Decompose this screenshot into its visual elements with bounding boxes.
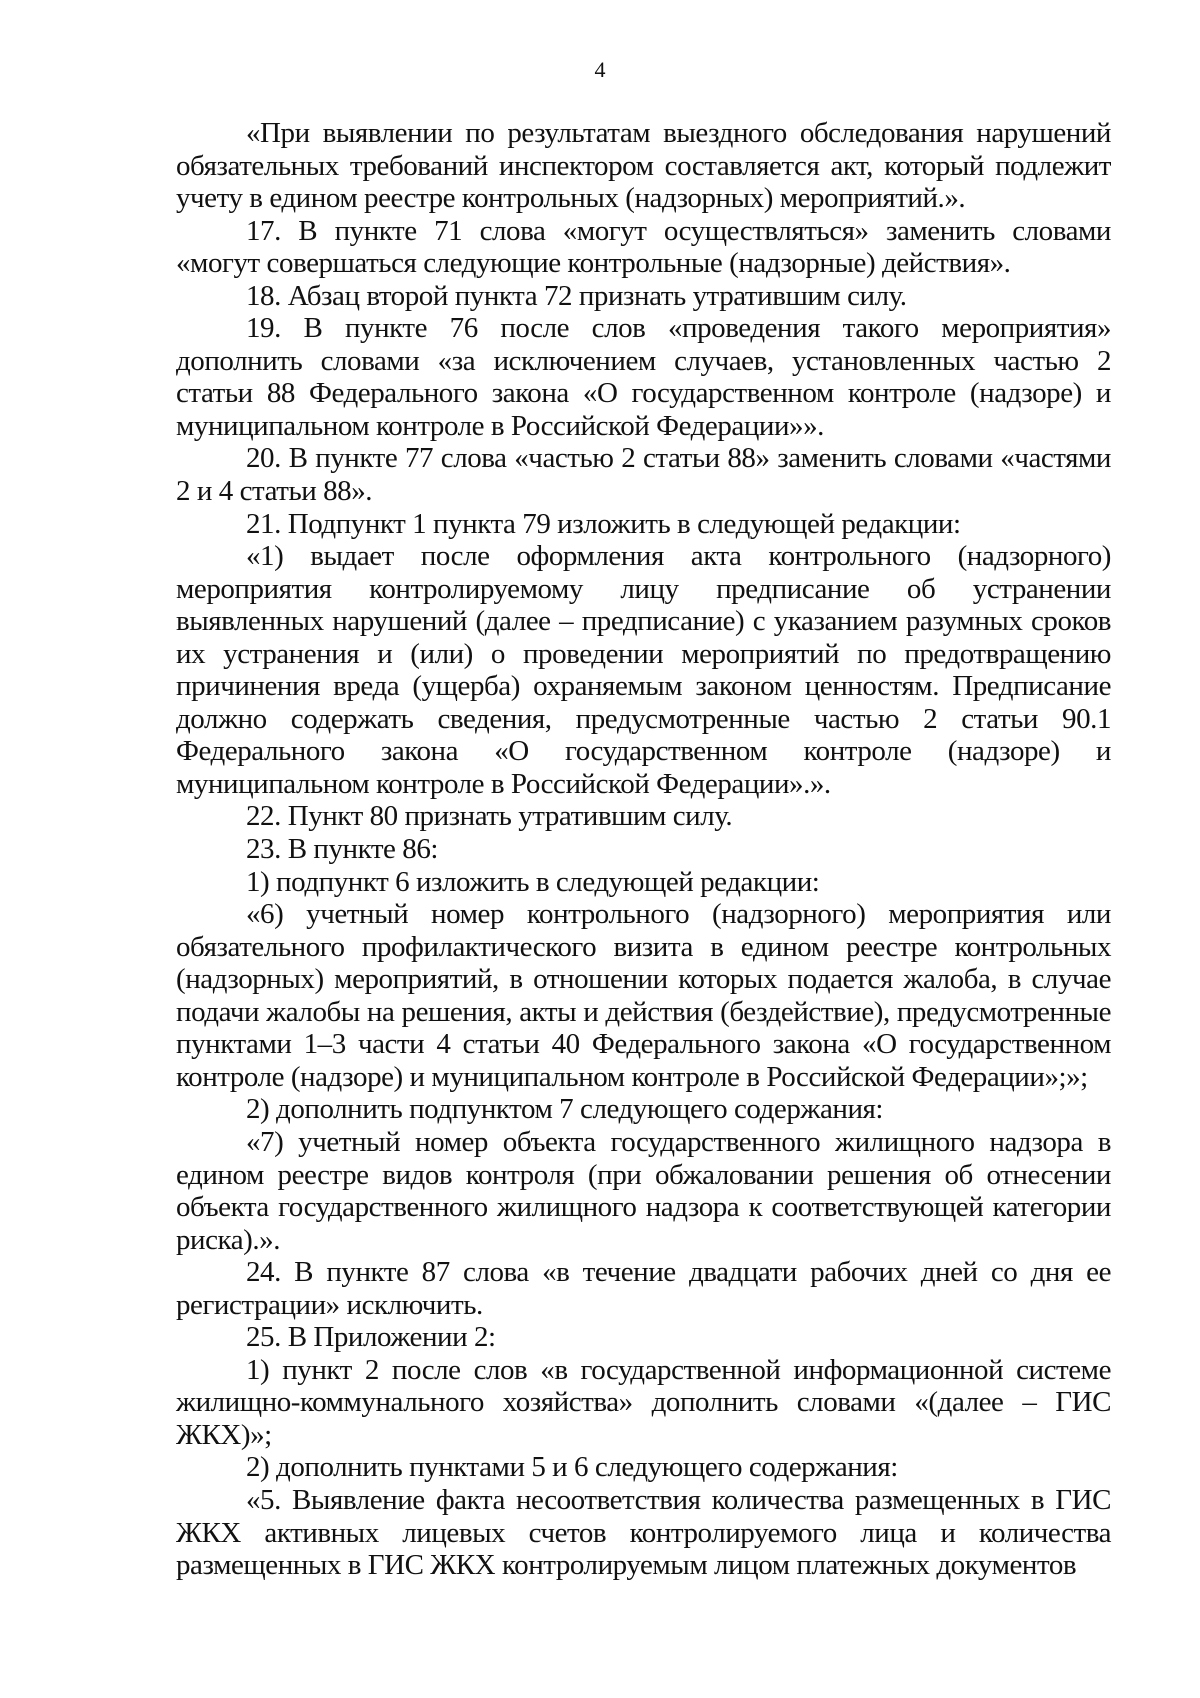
paragraph-23-2-text: «7) учетный номер объекта государственного жилищного надзора в едином реестре видов контроля (при обжаловании решения об отнесении объекта государственного жилищного надзора к соответствующей категории риска).». bbox=[176, 1125, 1111, 1256]
document-body bbox=[176, 117, 1111, 1582]
paragraph-24: 24. В пункте 87 слова «в течение двадцати рабочих дней со дня ее регистрации» исключить. bbox=[176, 1256, 1111, 1321]
paragraph-21-text: «1) выдает после оформления акта контрольного (надзорного) мероприятия контролируемому лицу предписание об устранении выявленных нарушений (далее – предписание) с указанием разумных сроков их устранения и (или) о проведении мероприятий по предотвращению причинения вреда (ущерба) охраняемым законом ценностям. Предписание должно содержать сведения, предусмотренные частью 2 статьи 90.1 Федерального закона «О государственном контроле (надзоре) и муниципальном контроле в Российской Федерации».». bbox=[176, 540, 1111, 800]
paragraph-23-2: 2) дополнить подпунктом 7 следующего содержания: bbox=[246, 1093, 884, 1126]
paragraph-23: 23. В пункте 86: bbox=[246, 833, 438, 866]
paragraph-19: 19. В пункте 76 после слов «проведения такого мероприятия» дополнить словами «за исключением случаев, установленных частью 2 статьи 88 Федерального закона «О государственном контроле (надзоре) и муниципальном контроле в Российской Федерации»». bbox=[176, 312, 1111, 442]
paragraph-25-2-text: «5. Выявление факта несоответствия количества размещенных в ГИС ЖКХ активных лицевых счетов контролируемого лица и количества размещенных в ГИС ЖКХ контролируемым лицом платежных документов bbox=[176, 1483, 1111, 1582]
paragraph-23-1-text: «6) учетный номер контрольного (надзорного) мероприятия или обязательного профилактического визита в едином реестре контрольных (надзорных) мероприятий, в отношении которых подается жалоба, в случае подачи жалобы на решения, акты и действия (бездействие), предусмотренные пунктами 1–3 части 4 статьи 40 Федерального закона «О государственном контроле (надзоре) и муниципальном контроле в Российской Федерации»;»; bbox=[176, 898, 1111, 1093]
paragraph-22: 22. Пункт 80 признать утратившим силу. bbox=[246, 800, 733, 833]
paragraph-25-1: 1) пункт 2 после слов «в государственной информационной системе жилищно-коммунального хозяйства» дополнить словами «(далее – ГИС ЖКХ)»; bbox=[176, 1353, 1111, 1451]
page-number: 4 bbox=[594, 57, 606, 82]
paragraph-18: 18. Абзац второй пункта 72 признать утратившим силу. bbox=[246, 279, 907, 312]
paragraph-25: 25. В Приложении 2: bbox=[246, 1321, 496, 1354]
paragraph-17: 17. В пункте 71 слова «могут осуществляться» заменить словами «могут совершаться следующие контрольные (надзорные) действия». bbox=[176, 214, 1111, 280]
paragraph-21: 21. Подпункт 1 пункта 79 изложить в следующей редакции: bbox=[246, 507, 961, 540]
paragraph-23-1: 1) подпункт 6 изложить в следующей редакции: bbox=[246, 865, 820, 898]
paragraph-25-2: 2) дополнить пунктами 5 и 6 следующего содержания: bbox=[246, 1451, 898, 1484]
paragraph-act-record: «При выявлении по результатам выездного обследования нарушений обязательных требований инспектором составляется акт, который подлежит учету в едином реестре контрольных (надзорных) мероприятий.». bbox=[176, 117, 1111, 215]
paragraph-20: 20. В пункте 77 слова «частью 2 статьи 88» заменить словами «частями 2 и 4 статьи 88». bbox=[176, 442, 1111, 508]
